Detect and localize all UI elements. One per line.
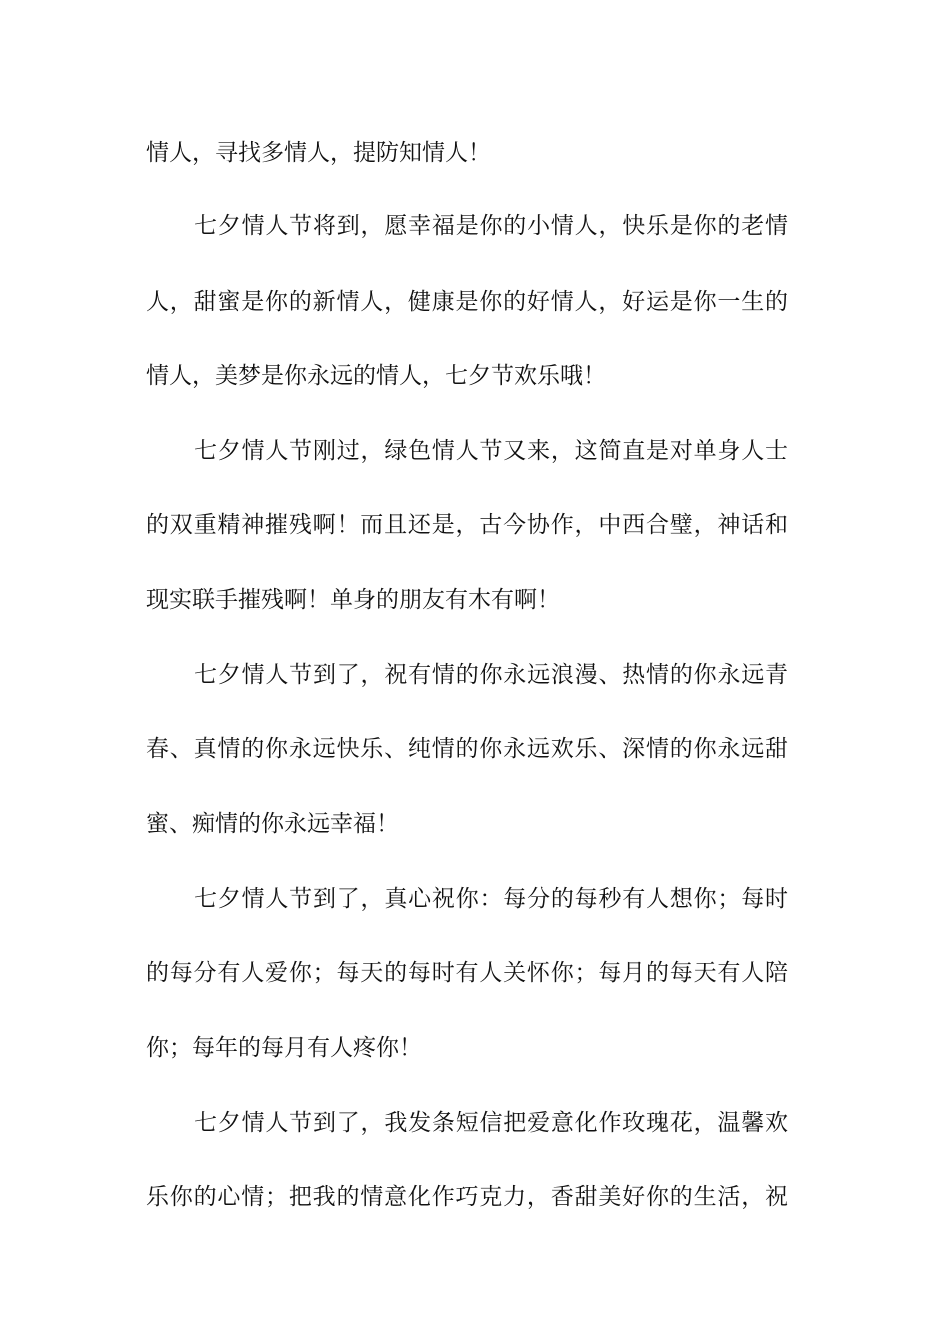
text-line-15: 乐你的心情；把我的情意化作巧克力，香甜美好你的生活，祝 [146, 1184, 788, 1210]
text-line-7: 现实联手摧残啊！单身的朋友有木有啊！ [146, 587, 560, 613]
text-line-14: 七夕情人节到了，我发条短信把爱意化作玫瑰花，温馨欢 [194, 1110, 788, 1136]
text-line-12: 的每分有人爱你；每天的每时有人关怀你；每月的每天有人陪 [146, 960, 788, 986]
text-line-10: 蜜、痴情的你永远幸福！ [146, 811, 399, 837]
text-line-6: 的双重精神摧残啊！而且还是，古今协作，中西合璧，神话和 [146, 512, 788, 538]
text-line-8: 七夕情人节到了，祝有情的你永远浪漫、热情的你永远青 [194, 662, 788, 688]
text-line-11: 七夕情人节到了，真心祝你：每分的每秒有人想你；每时 [194, 886, 788, 912]
text-line-9: 春、真情的你永远快乐、纯情的你永远欢乐、深情的你永远甜 [146, 736, 788, 762]
text-line-4: 情人，美梦是你永远的情人，七夕节欢乐哦！ [146, 363, 606, 389]
text-line-13: 你；每年的每月有人疼你！ [146, 1035, 422, 1061]
text-line-3: 人，甜蜜是你的新情人，健康是你的好情人，好运是你一生的 [146, 289, 788, 315]
text-line-2: 七夕情人节将到，愿幸福是你的小情人，快乐是你的老情 [194, 213, 788, 239]
text-line-1: 情人，寻找多情人，提防知情人！ [146, 140, 491, 166]
text-line-5: 七夕情人节刚过，绿色情人节又来，这简直是对单身人士 [194, 438, 788, 464]
